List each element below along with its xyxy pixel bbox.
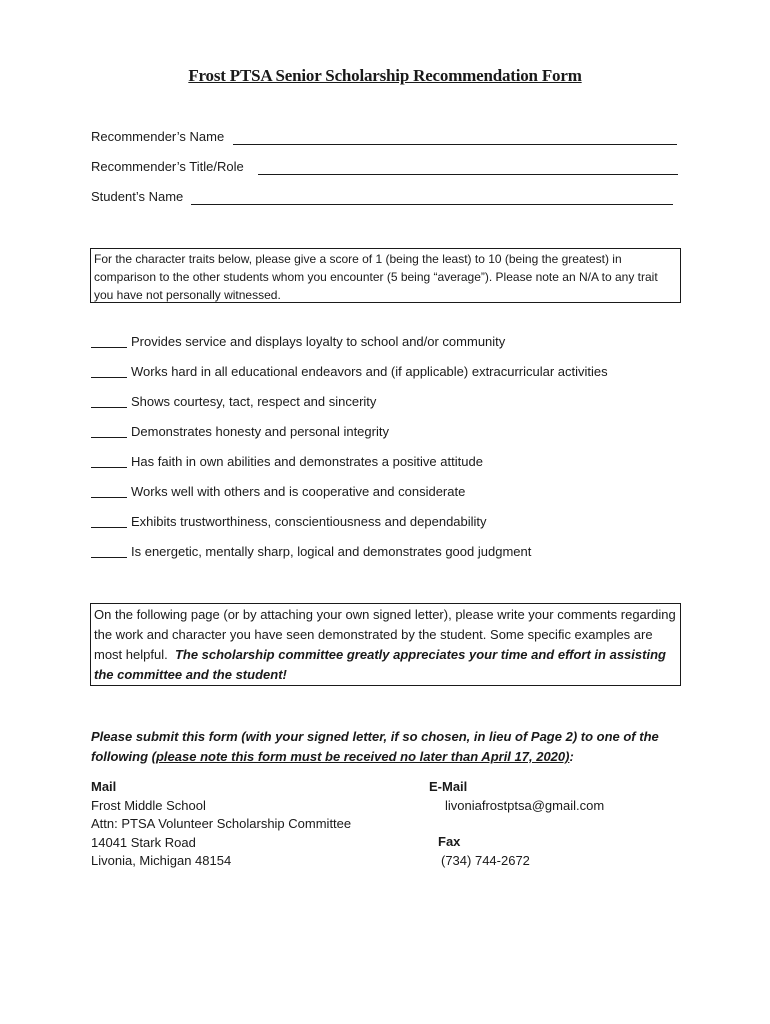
fax-heading: Fax [438,834,461,849]
score-blank[interactable] [91,467,127,468]
trait-row [91,364,608,379]
score-blank[interactable] [91,497,127,498]
submit-deadline: (please note this form must be received no later than April 17, 2020) [151,749,570,764]
mail-block [91,778,351,871]
submit-text: Please submit this form (with your signed letter, if so chosen, in lieu of Page 2) to one of the following [91,729,659,764]
trait-row [91,454,483,469]
trait-label: Is energetic, mentally sharp, logical and demonstrates good judgment [131,544,532,559]
trait-row [91,394,376,409]
fax-number: (734) 744-2672 [441,852,530,868]
comments-text: On the following page (or by attaching your own signed letter), please write your comments regarding the work and character you have seen demonstrated by the student. Some specific examples are most helpful. [94,607,676,662]
recommender-title-field [91,159,244,174]
mail-line: Frost Middle School [91,797,206,813]
student-name-field [91,189,183,204]
trait-row [91,514,487,529]
student-name-label: Student’s Name [91,189,184,204]
score-blank[interactable] [91,347,127,348]
score-blank[interactable] [91,557,127,558]
score-blank[interactable] [91,407,127,408]
score-blank[interactable] [91,437,127,438]
trait-label: Demonstrates honesty and personal integrity [131,424,389,439]
trait-row [91,484,465,499]
mail-line: Livonia, Michigan 48154 [91,853,232,868]
submit-instructions [91,727,681,767]
trait-label: Exhibits trustworthiness, conscientiousness and dependability [131,514,487,529]
submit-end: : [569,749,574,764]
score-blank[interactable] [91,377,127,378]
recommender-name-label: Recommender’s Name [91,129,225,144]
fax-block [438,833,530,870]
student-name-line[interactable] [191,204,673,205]
trait-row [91,424,389,439]
recommender-title-line[interactable] [258,174,678,175]
email-address[interactable]: livoniafrostptsa@gmail.com [445,797,605,813]
trait-label: Provides service and displays loyalty to school and/or community [131,334,506,349]
email-heading: E-Mail [429,779,468,794]
instructions-box: For the character traits below, please give a score of 1 (being the least) to 10 (being the greatest) in comparison to the other students whom you encounter (5 being “average”). Please note an N/A to any trait you have not personally witnessed. [90,248,681,303]
trait-label: Shows courtesy, tact, respect and sincerity [131,394,377,409]
mail-line: 14041 Stark Road [91,834,196,850]
trait-row [91,544,531,559]
trait-row [91,334,505,349]
score-blank[interactable] [91,527,127,528]
mail-heading: Mail [91,779,117,794]
comments-emphasis: The scholarship committee greatly appreciates your time and effort in assisting the committee and the student! [94,647,666,682]
form-title: Frost PTSA Senior Scholarship Recommendation Form [188,66,582,85]
trait-label: Works hard in all educational endeavors and (if applicable) extracurricular activities [131,364,608,379]
recommender-name-field [91,129,224,144]
recommender-name-line[interactable] [233,144,677,145]
mail-line: Attn: PTSA Volunteer Scholarship Committee [91,816,352,831]
trait-label: Works well with others and is cooperative and considerate [131,484,466,499]
comments-box [90,603,681,686]
recommender-title-label: Recommender’s Title/Role [91,159,244,174]
trait-label: Has faith in own abilities and demonstrates a positive attitude [131,454,483,469]
email-block [429,778,604,815]
